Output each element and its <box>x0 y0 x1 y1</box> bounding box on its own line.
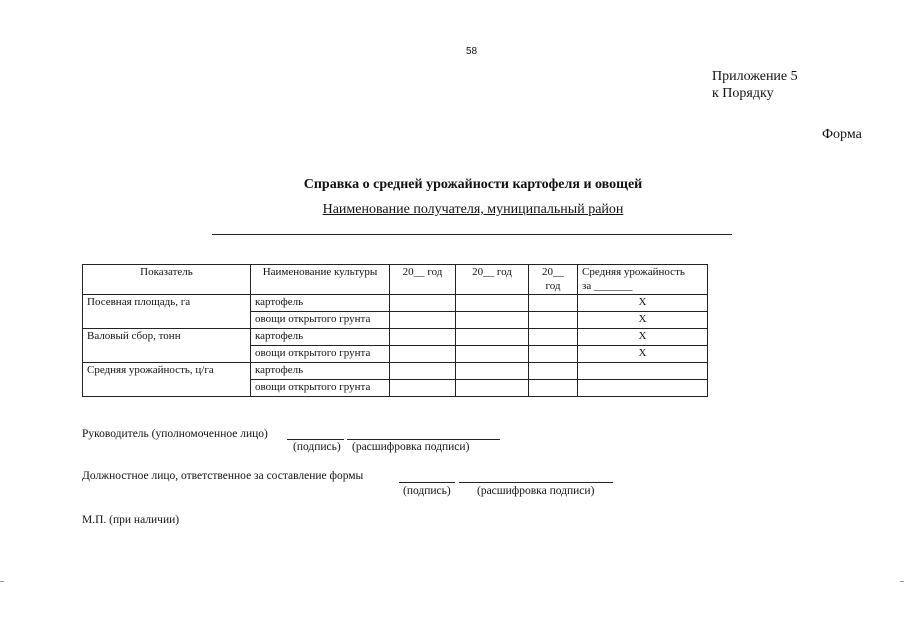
cell-average: X <box>578 346 708 363</box>
annex-line-2: к Порядку <box>712 86 774 101</box>
header-year-1: 20__ год <box>390 265 456 295</box>
yield-table <box>82 264 708 397</box>
row-crop: овощи открытого грунта <box>251 346 390 363</box>
table-header-row <box>83 265 708 295</box>
cell-year-3[interactable] <box>529 329 578 346</box>
head-decode-line[interactable] <box>347 439 500 440</box>
cell-year-3[interactable] <box>529 346 578 363</box>
cell-average[interactable] <box>578 380 708 397</box>
head-signature-line[interactable] <box>287 439 344 440</box>
header-year-2: 20__ год <box>456 265 529 295</box>
row-indicator: Валовый сбор, тонн <box>83 329 251 363</box>
stamp-note: М.П. (при наличии) <box>82 514 180 526</box>
cell-average: X <box>578 329 708 346</box>
cell-average[interactable] <box>578 363 708 380</box>
cell-year-2[interactable] <box>456 380 529 397</box>
official-caption-decode: (расшифровка подписи) <box>477 485 595 497</box>
head-caption-sign: (подпись) <box>293 441 341 453</box>
row-crop: картофель <box>251 295 390 312</box>
table-row <box>83 329 708 346</box>
header-average-line1: Средняя урожайность <box>582 266 685 278</box>
official-signature-label: Должностное лицо, ответственное за составление формы <box>82 470 364 482</box>
row-crop: картофель <box>251 329 390 346</box>
cell-year-2[interactable] <box>456 329 529 346</box>
official-caption-sign: (подпись) <box>403 485 451 497</box>
row-crop: картофель <box>251 363 390 380</box>
cell-average: X <box>578 312 708 329</box>
form-label: Форма <box>822 127 862 142</box>
document-title: Справка о средней урожайности картофеля и овощей <box>303 177 643 192</box>
head-signature-label: Руководитель (уполномоченное лицо) <box>82 428 268 440</box>
cell-year-1[interactable] <box>390 295 456 312</box>
annex-reference <box>712 68 798 102</box>
cell-year-3[interactable] <box>529 295 578 312</box>
cell-year-1[interactable] <box>390 346 456 363</box>
row-crop: овощи открытого грунта <box>251 380 390 397</box>
page-number: 58 <box>466 46 478 57</box>
cell-year-2[interactable] <box>456 295 529 312</box>
cell-year-3[interactable] <box>529 363 578 380</box>
header-year-3-line2: год <box>545 280 561 292</box>
recipient-fill-line <box>212 234 732 235</box>
cell-year-2[interactable] <box>456 363 529 380</box>
table-row <box>83 363 708 380</box>
official-decode-line[interactable] <box>459 482 613 483</box>
cell-year-1[interactable] <box>390 380 456 397</box>
table-row <box>83 295 708 312</box>
recipient-label: Наименование получателя, муниципальный район <box>322 202 624 217</box>
cell-year-1[interactable] <box>390 312 456 329</box>
cell-year-1[interactable] <box>390 363 456 380</box>
row-crop: овощи открытого грунта <box>251 312 390 329</box>
cell-year-1[interactable] <box>390 329 456 346</box>
cell-year-2[interactable] <box>456 346 529 363</box>
row-indicator: Средняя урожайность, ц/га <box>83 363 251 397</box>
annex-line-1: Приложение 5 <box>712 69 798 84</box>
scan-edge-mark-left <box>0 581 4 582</box>
scan-edge-mark-right <box>900 581 904 582</box>
row-indicator: Посевная площадь, га <box>83 295 251 329</box>
cell-year-3[interactable] <box>529 312 578 329</box>
header-crop: Наименование культуры <box>251 265 390 295</box>
recipient-heading <box>0 202 905 218</box>
header-year-3 <box>529 265 578 295</box>
cell-year-3[interactable] <box>529 380 578 397</box>
header-average <box>578 265 708 295</box>
official-signature-line[interactable] <box>399 482 455 483</box>
header-average-line2: за _______ <box>582 280 633 292</box>
head-caption-decode: (расшифровка подписи) <box>352 441 470 453</box>
header-indicator: Показатель <box>83 265 251 295</box>
cell-average: X <box>578 295 708 312</box>
cell-year-2[interactable] <box>456 312 529 329</box>
header-year-3-line1: 20__ <box>542 266 564 278</box>
